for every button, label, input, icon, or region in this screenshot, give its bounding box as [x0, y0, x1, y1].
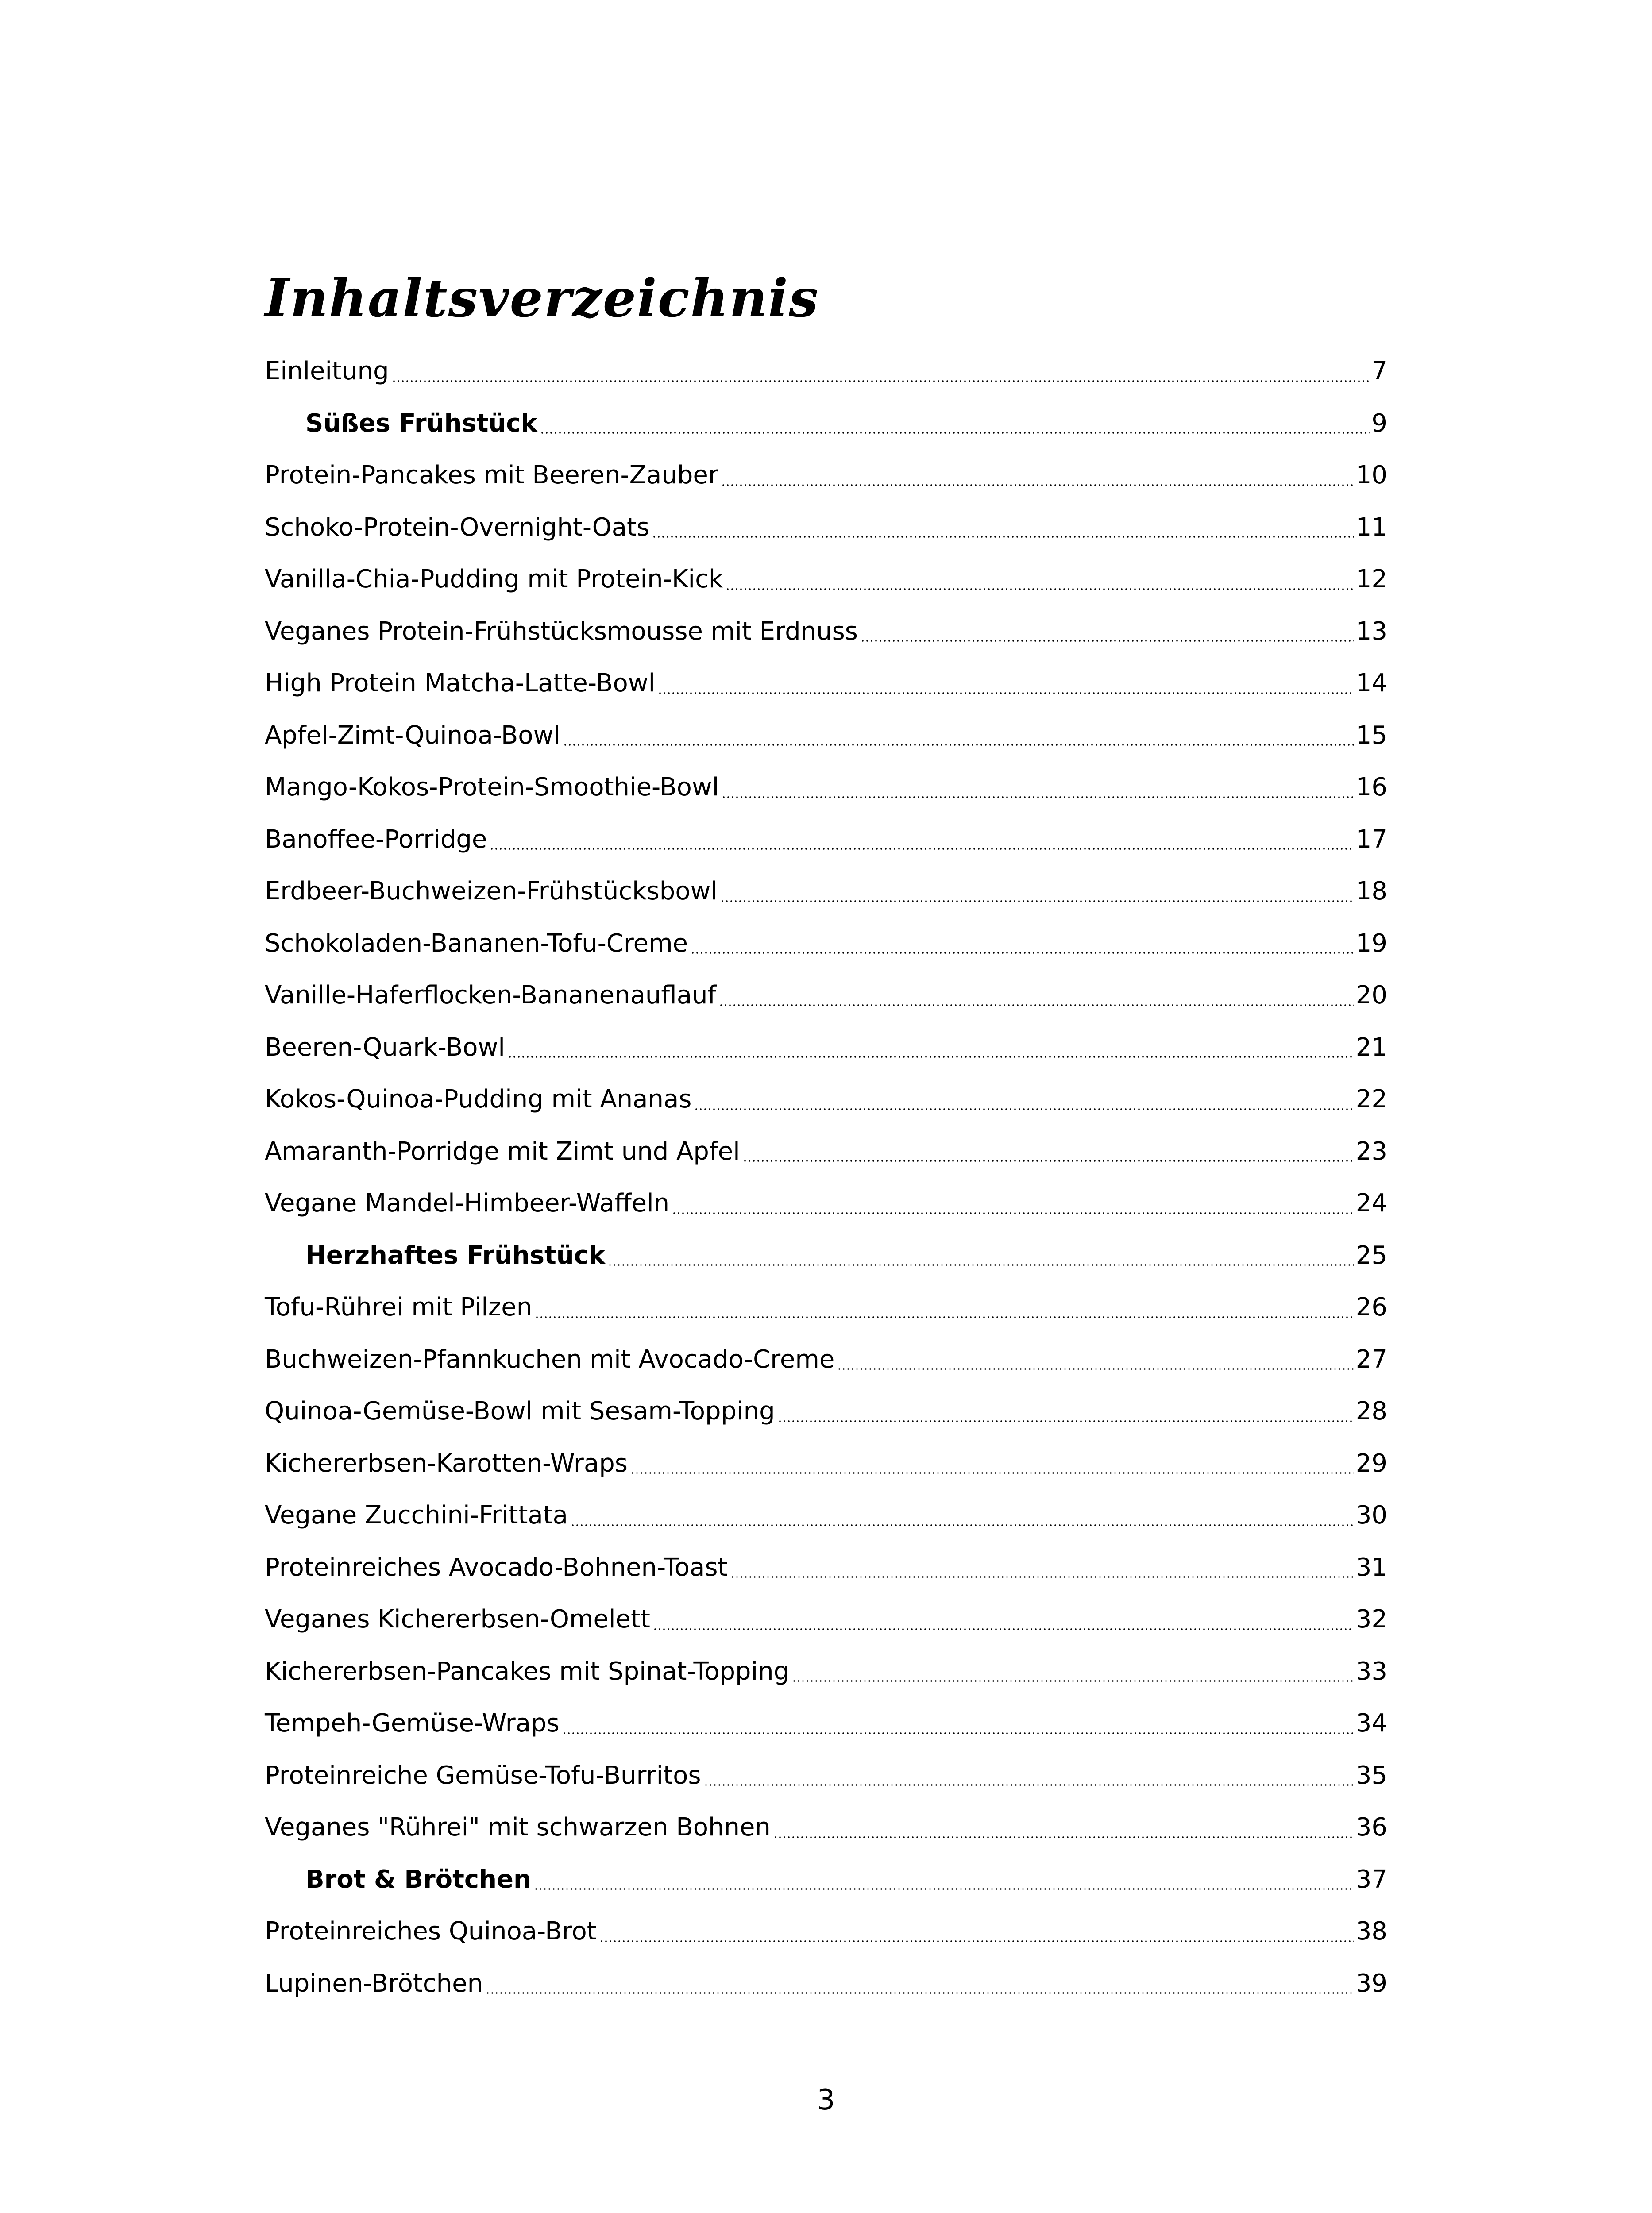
toc-entry-page-number: 33 — [1355, 1657, 1387, 1686]
toc-entry-page-number: 18 — [1355, 877, 1387, 906]
toc-entry-page-number: 16 — [1355, 773, 1387, 802]
dot-leader — [630, 1472, 1354, 1474]
toc-entry-page-number: 20 — [1355, 981, 1387, 1010]
toc-entry-label: Schoko-Protein-Overnight-Oats — [265, 513, 650, 542]
toc-entry-label: High Protein Matcha-Latte-Bowl — [265, 669, 656, 698]
toc-entry[interactable] — [265, 345, 1387, 397]
toc-entry[interactable] — [265, 1646, 1387, 1698]
dot-leader — [730, 1576, 1354, 1578]
toc-entry-label: Apfel-Zimt-Quinoa-Bowl — [265, 721, 560, 750]
toc-entry-label: Protein-Pancakes mit Beeren-Zauber — [265, 461, 718, 490]
toc-title: Inhaltsverzeichnis — [265, 267, 819, 329]
toc-entry[interactable] — [265, 1489, 1387, 1542]
toc-entry-label: Amaranth-Porridge mit Zimt und Apfel — [265, 1137, 740, 1166]
toc-entry[interactable] — [265, 449, 1387, 501]
page-number: 3 — [817, 2084, 835, 2117]
toc-entry[interactable] — [265, 1697, 1387, 1750]
toc-entry[interactable] — [265, 969, 1387, 1022]
toc-entry-label: Veganes "Rührei" mit schwarzen Bohnen — [265, 1813, 771, 1842]
toc-entry-page-number: 36 — [1355, 1813, 1387, 1842]
toc-entry-label: Beeren-Quark-Bowl — [265, 1033, 505, 1062]
toc-entry[interactable] — [265, 553, 1387, 605]
toc-entry[interactable] — [265, 1073, 1387, 1126]
dot-leader — [694, 1108, 1354, 1110]
dot-leader — [534, 1888, 1354, 1890]
toc-entry-page-number: 25 — [1355, 1241, 1387, 1270]
toc-entry[interactable] — [265, 1022, 1387, 1074]
toc-entry[interactable] — [265, 1958, 1387, 2010]
toc-entry-page-number: 39 — [1355, 1969, 1387, 1998]
toc-entry-label: Mango-Kokos-Protein-Smoothie-Bowl — [265, 773, 719, 802]
toc-entry[interactable] — [265, 1177, 1387, 1230]
toc-entry-label: Vegane Zucchini-Frittata — [265, 1501, 568, 1530]
toc-entry[interactable] — [265, 1281, 1387, 1334]
dot-leader — [719, 1004, 1354, 1006]
toc-entry-page-number: 23 — [1355, 1137, 1387, 1166]
toc-entry-page-number: 30 — [1355, 1501, 1387, 1530]
toc-entry-label: Süßes Frühstück — [305, 409, 537, 438]
toc-entry-label: Tempeh-Gemüse-Wraps — [265, 1709, 560, 1738]
toc-entry[interactable] — [265, 657, 1387, 709]
toc-entry-page-number: 11 — [1355, 513, 1387, 542]
toc-entry[interactable] — [265, 813, 1387, 866]
toc-entry-page-number: 34 — [1355, 1709, 1387, 1738]
dot-leader — [691, 952, 1354, 954]
dot-leader — [792, 1680, 1354, 1682]
toc-entry-page-number: 9 — [1371, 409, 1387, 438]
dot-leader — [653, 1628, 1354, 1630]
toc-entry-label: Kichererbsen-Karotten-Wraps — [265, 1449, 628, 1478]
toc-entry-page-number: 21 — [1355, 1033, 1387, 1062]
toc-entry-label: Banoffee-Porridge — [265, 825, 487, 854]
dot-leader — [571, 1524, 1354, 1526]
toc-entry[interactable] — [265, 1801, 1387, 1854]
dot-leader — [672, 1212, 1354, 1214]
toc-entry-page-number: 26 — [1355, 1293, 1387, 1322]
dot-leader — [540, 432, 1370, 434]
toc-entry-page-number: 35 — [1355, 1761, 1387, 1790]
toc-entry-label: Einleitung — [265, 357, 389, 386]
toc-entry-page-number: 24 — [1355, 1189, 1387, 1218]
toc-entry-page-number: 17 — [1355, 825, 1387, 854]
toc-entry-label: Tofu-Rührei mit Pilzen — [265, 1293, 533, 1322]
toc-entry[interactable] — [265, 761, 1387, 813]
dot-leader — [608, 1264, 1354, 1266]
table-of-contents — [265, 345, 1387, 2009]
toc-entry-page-number: 15 — [1355, 721, 1387, 750]
toc-entry[interactable] — [265, 501, 1387, 554]
dot-leader — [837, 1368, 1354, 1370]
toc-entry-page-number: 27 — [1355, 1345, 1387, 1374]
toc-entry-page-number: 31 — [1355, 1553, 1387, 1582]
toc-entry-page-number: 28 — [1355, 1397, 1387, 1426]
toc-entry-label: Vanille-Haferflocken-Bananenauflauf — [265, 981, 717, 1010]
toc-entry-label: Brot & Brötchen — [305, 1865, 531, 1894]
toc-entry-page-number: 38 — [1355, 1917, 1387, 1946]
toc-entry-label: Vegane Mandel-Himbeer-Waffeln — [265, 1189, 670, 1218]
toc-entry-page-number: 12 — [1355, 565, 1387, 594]
toc-entry[interactable] — [265, 918, 1387, 970]
toc-entry-label: Buchweizen-Pfannkuchen mit Avocado-Creme — [265, 1345, 835, 1374]
dot-leader — [743, 1160, 1354, 1162]
toc-entry[interactable] — [265, 1593, 1387, 1646]
toc-entry-label: Vanilla-Chia-Pudding mit Protein-Kick — [265, 565, 723, 594]
toc-entry[interactable] — [265, 1126, 1387, 1178]
dot-leader — [722, 796, 1354, 798]
dot-leader — [392, 380, 1370, 382]
toc-section-heading[interactable] — [265, 1854, 1387, 1906]
toc-entry-page-number: 7 — [1371, 357, 1387, 386]
dot-leader — [508, 1056, 1354, 1058]
dot-leader — [658, 692, 1354, 694]
toc-entry-page-number: 10 — [1355, 461, 1387, 490]
toc-entry-label: Lupinen-Brötchen — [265, 1969, 483, 1998]
dot-leader — [773, 1836, 1354, 1838]
toc-entry-page-number: 22 — [1355, 1085, 1387, 1114]
toc-entry-label: Schokoladen-Bananen-Tofu-Creme — [265, 929, 688, 958]
toc-entry-label: Kichererbsen-Pancakes mit Spinat-Topping — [265, 1657, 790, 1686]
dot-leader — [563, 744, 1354, 746]
toc-entry-label: Veganes Kichererbsen-Omelett — [265, 1605, 650, 1634]
toc-entry[interactable] — [265, 709, 1387, 762]
toc-entry[interactable] — [265, 1385, 1387, 1438]
toc-entry-label: Erdbeer-Buchweizen-Frühstücksbowl — [265, 877, 718, 906]
toc-entry-label: Kokos-Quinoa-Pudding mit Ananas — [265, 1085, 692, 1114]
toc-entry-page-number: 29 — [1355, 1449, 1387, 1478]
toc-entry-label: Proteinreiche Gemüse-Tofu-Burritos — [265, 1761, 701, 1790]
toc-entry-page-number: 14 — [1355, 669, 1387, 698]
dot-leader — [721, 484, 1354, 486]
toc-entry[interactable] — [265, 605, 1387, 658]
dot-leader — [704, 1784, 1354, 1786]
toc-entry-label: Quinoa-Gemüse-Bowl mit Sesam-Topping — [265, 1397, 775, 1426]
toc-entry-label: Veganes Protein-Frühstücksmousse mit Erdnuss — [265, 617, 858, 646]
dot-leader — [720, 900, 1354, 902]
dot-leader — [535, 1316, 1354, 1318]
dot-leader — [599, 1940, 1354, 1942]
toc-entry-label: Proteinreiches Quinoa-Brot — [265, 1917, 597, 1946]
toc-entry-label: Herzhaftes Frühstück — [305, 1241, 606, 1270]
dot-leader — [861, 640, 1354, 642]
dot-leader — [486, 1992, 1354, 1994]
toc-entry[interactable] — [265, 1334, 1387, 1386]
toc-section-heading[interactable] — [265, 1230, 1387, 1282]
toc-entry[interactable] — [265, 1750, 1387, 1802]
dot-leader — [562, 1732, 1354, 1734]
toc-entry[interactable] — [265, 1438, 1387, 1490]
toc-section-heading[interactable] — [265, 397, 1387, 450]
toc-entry[interactable] — [265, 1542, 1387, 1594]
toc-entry-page-number: 19 — [1355, 929, 1387, 958]
toc-entry-page-number: 37 — [1355, 1865, 1387, 1894]
dot-leader — [726, 588, 1354, 590]
toc-entry-page-number: 13 — [1355, 617, 1387, 646]
toc-entry[interactable] — [265, 1905, 1387, 1958]
toc-entry-label: Proteinreiches Avocado-Bohnen-Toast — [265, 1553, 728, 1582]
toc-entry-page-number: 32 — [1355, 1605, 1387, 1634]
toc-entry[interactable] — [265, 865, 1387, 918]
dot-leader — [490, 848, 1354, 850]
dot-leader — [652, 536, 1354, 538]
dot-leader — [778, 1420, 1354, 1422]
